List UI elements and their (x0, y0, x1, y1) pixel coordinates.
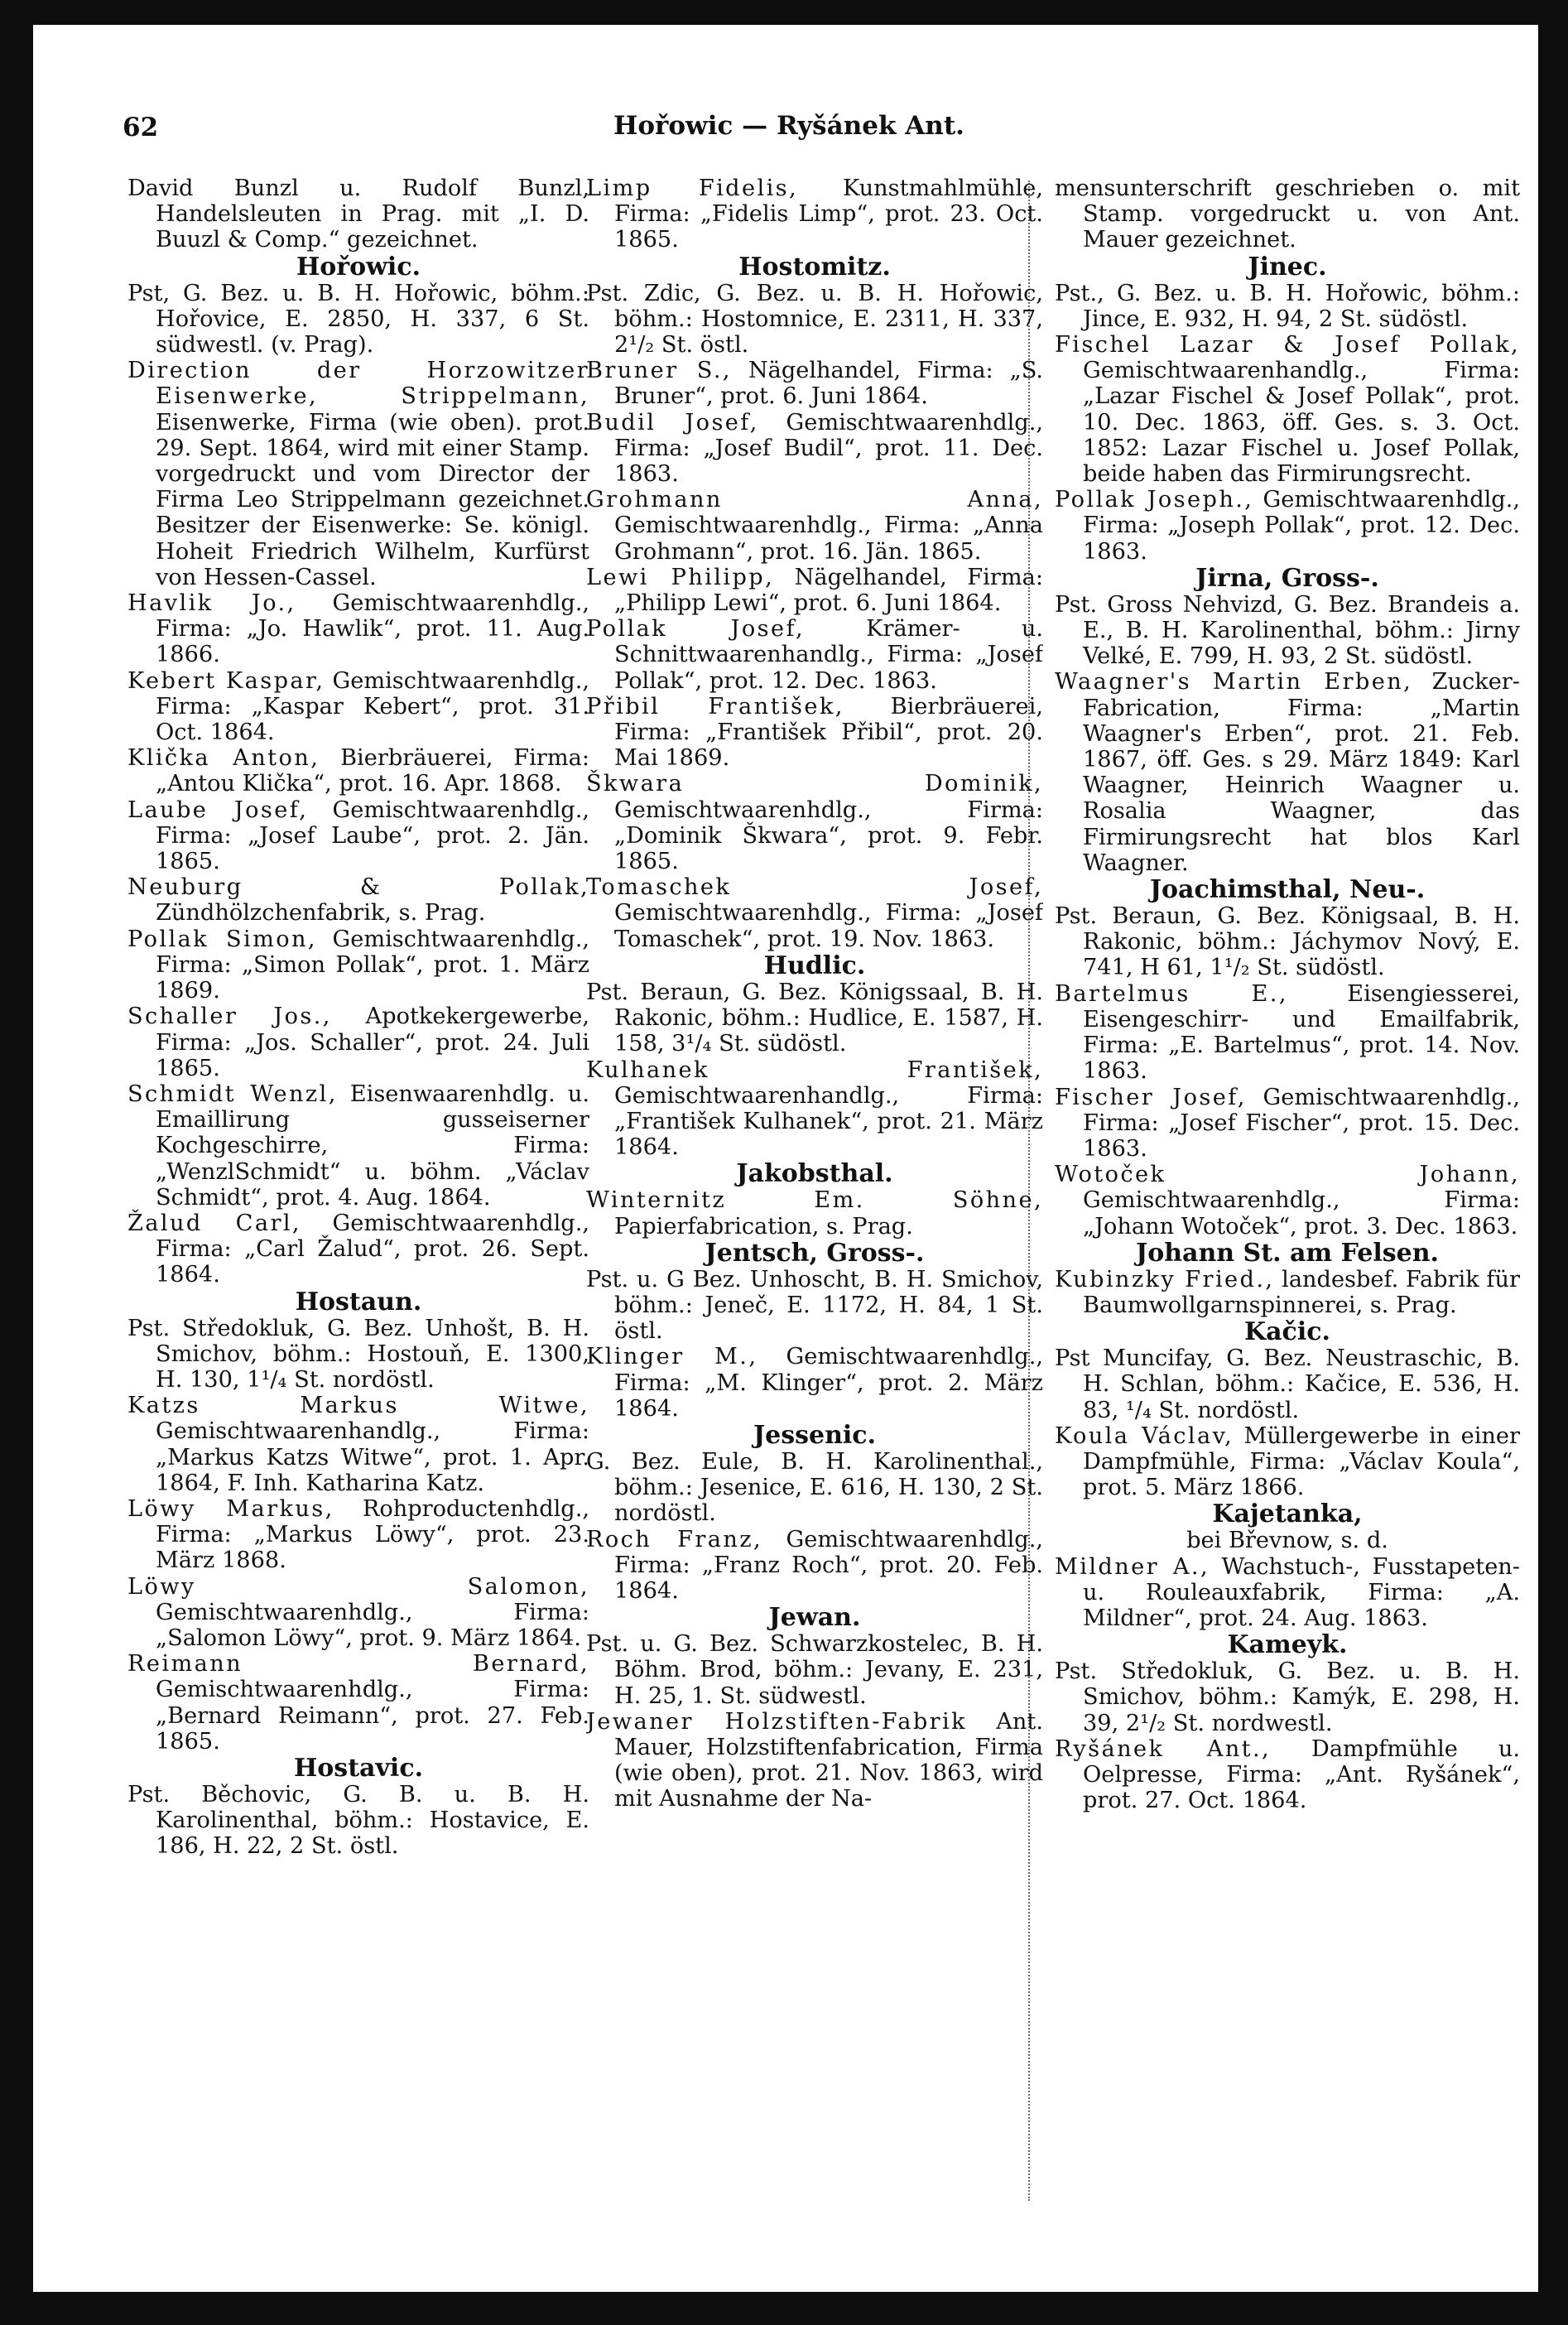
entry-text: David Bunzl u. Rudolf Bunzl, Handelsleuten in Prag. mit „I. D. Buuzl & Comp.“ gezeichnet. (127, 176, 589, 253)
directory-entry (127, 281, 589, 359)
directory-entry (1055, 281, 1520, 332)
entry-name: Klinger M., (586, 1344, 758, 1370)
directory-entry (586, 1057, 1043, 1161)
page-number: 62 (123, 113, 159, 142)
entry-text: Apotkekergewerbe, Firma: „Jos. Schaller“, prot. 24. Juli 1865. (156, 1004, 589, 1081)
entry-text: Gemischtwaarenhdlg., Firma: „M. Klinger“, prot. 2. März 1864. (614, 1344, 1043, 1422)
entry-text: Pst. u. G Bez. Unhoscht, B. H. Smichov, böhm.: Jeneč, E. 1172, H. 84, 1 St. östl. (586, 1266, 1043, 1345)
directory-entry (586, 1631, 1043, 1709)
entry-text: Bierbräuerei, Firma: „František Přibil“, prot. 20. Mai 1869. (614, 693, 1043, 772)
entry-text: Gemischtwaarenhdlg., Firma: „Joseph Pollak“, prot. 12. Dec. 1863. (1083, 487, 1520, 565)
directory-entry (127, 1496, 589, 1574)
directory-entry (1055, 592, 1520, 670)
entry-text: Eisenwaarenhdlg. u. Emaillirung gusseiserner Kochgeschirre, Firma: „WenzlSchmidt“ u. böhm. „Václav Schmidt“, prot. 4. Aug. 1864. (156, 1081, 589, 1211)
directory-entry (127, 1316, 589, 1394)
directory-entry (586, 616, 1043, 694)
entry-text: Zucker-Fabrication, Firma: „Martin Waagner's Erben“, prot. 21. Feb. 1867, öff. Ges. s 29. März 1849: Karl Waagner, Heinrich Waagner u. Rosalia Waagner, das Firmirungsrecht hat blos Karl Waagner. (1083, 669, 1520, 876)
directory-entry (1055, 1423, 1520, 1501)
entry-text: Gemischtwaarenhdlg., Firma: „Dominik Škwara“, prot. 9. Febr. 1865. (614, 797, 1043, 875)
entry-text: Gemischtwaarenhdlg., Firma: „Kaspar Kebert“, prot. 31. Oct. 1864. (156, 667, 589, 746)
entry-name: Limp Fidelis, (586, 176, 799, 201)
entry-text: Pst. Beraun, G. Bez. Königssaal, B. H. Rakonic, böhm.: Hudlice, E. 1587, H. 158, 3¹/₄ St. südöstl. (586, 979, 1043, 1057)
directory-entry (127, 874, 589, 926)
directory-entry (127, 1211, 589, 1288)
directory-entry (1055, 1658, 1520, 1736)
entry-text: Ant. Mauer, Holzstiftenfabrication, Firma (wie oben), prot. 21. Nov. 1863, wird mit Ausnahme der Na- (614, 1708, 1043, 1812)
entry-name: Jewaner Holzstiften-Fabrik (586, 1708, 967, 1735)
entry-name: Katzs Markus Witwe, (127, 1393, 589, 1419)
directory-entry (1055, 332, 1520, 487)
entry-text: Nägelhandel, Firma: „Philipp Lewi“, prot. 6. Juni 1864. (614, 564, 1043, 617)
entry-text: Gemischtwaarenhdlg., Firma: „Carl Žalud“, prot. 26. Sept. 1864. (156, 1210, 589, 1288)
place-heading: Hostomitz. (738, 252, 891, 282)
entry-name: Tomaschek Josef, (586, 874, 1043, 901)
place-heading: Joachimsthal, Neu-. (1149, 875, 1426, 905)
entry-text: Gemischtwaarenhdlg., Firma: „Franz Roch“, prot. 20. Feb. 1864. (614, 1526, 1043, 1604)
entry-text: Eisenwerke, Firma (wie oben). prot. 29. Sept. 1864, wird mit einer Stamp. vorgedruckt und vom Director der Firma Leo Strippelmann gezeichnet. Besitzer der Eisenwerke: Se. königl. Hoheit Friedrich Wilhelm, Kurfürst von Hessen-Cassel. (156, 409, 589, 590)
entry-name: Laube Josef, (127, 797, 309, 823)
entry-text: Gemischtwaarenhdlg., Firma: „Josef Budil“, prot. 11. Dec. 1863. (614, 409, 1043, 488)
entry-text: Pst, G. Bez. u. B. H. Hořowic, böhm.: Hořovice, E. 2850, H. 337, 6 St. südwestl. (v. Prag). (127, 280, 589, 359)
entry-text: Rohproductenhdlg., Firma: „Markus Löwy“, prot. 23. März 1868. (156, 1495, 589, 1574)
entry-name: Grohmann Anna, (586, 487, 1043, 513)
place-heading: Hostaun. (295, 1287, 422, 1317)
directory-entry (1055, 1085, 1520, 1162)
entry-name: Žalud Carl, (127, 1210, 301, 1236)
place-heading: Hostavic. (293, 1753, 424, 1783)
entry-name: Přibil František, (586, 693, 844, 720)
place-heading: Hudlic. (763, 951, 866, 980)
entry-name: Fischel Lazar & Josef Pollak, (1055, 332, 1520, 359)
directory-entry (127, 1081, 589, 1211)
place-heading: Hořowic. (296, 252, 421, 282)
directory-entry (586, 565, 1043, 616)
entry-text: Gemischtwaarenhdlg., Firma: „Bernard Reimann“, prot. 27. Feb. 1865. (156, 1677, 589, 1755)
entry-text: Gemischtwaarenhandlg., Firma: „Lazar Fischel & Josef Pollak“, prot. 10. Dec. 1863, öff. Ges. s. 3. Oct. 1852: Lazar Fischel u. Josef Pollak, beide haben das Firmirungsrecht. (1083, 358, 1520, 488)
entry-name: Pollak Josef, (586, 616, 806, 643)
entry-text: Pst Muncifay, G. Bez. Neustraschic, B. H. Schlan, böhm.: Kačice, E. 536, H. 83, ¹/₄ St. nordöstl. (1055, 1345, 1520, 1423)
entry-name: Schaller Jos., (127, 1004, 332, 1030)
entry-text: Gemischtwaarenhdlg., Firma: „Salomon Löwy“, prot. 9. März 1864. (156, 1599, 589, 1651)
entry-name: Ryšánek Ant., (1055, 1735, 1272, 1762)
directory-entry (586, 1449, 1043, 1527)
directory-entry (1055, 1267, 1520, 1318)
directory-entry (127, 668, 589, 746)
place-heading: Johann St. am Felsen. (1136, 1238, 1439, 1268)
entry-text: Gemischtwaarenhdlg., Firma: „Jo. Hawlik“, prot. 11. Aug. 1866. (156, 590, 589, 668)
place-heading: Jirna, Gross-. (1195, 563, 1379, 593)
directory-entry (586, 771, 1043, 874)
directory-entry (586, 487, 1043, 565)
place-heading: Jentsch, Gross-. (705, 1238, 925, 1268)
entry-text: Pst. Středokluk, G. Bez. Unhošt, B. H. Smichov, böhm.: Hostouň, E. 1300, H. 130, 1¹/₄ St. nordöstl. (127, 1315, 589, 1393)
entry-text: landesbef. Fabrik für Baumwollgarnspinnerei, s. Prag. (1083, 1266, 1520, 1318)
entry-name: Klička Anton, (127, 745, 320, 772)
entry-name: Direction der Horzowitzer Eisenwerke, Strippelmann, (127, 358, 589, 410)
directory-entry (127, 927, 589, 1004)
directory-entry (586, 176, 1043, 253)
running-head: Hořowic — Ryšánek Ant. (613, 111, 964, 141)
directory-entry (1055, 669, 1520, 876)
directory-entry (127, 797, 589, 875)
entry-text: Krämer- u. Schnittwaarenhandlg., Firma: „Josef Pollak“, prot. 12. Dec. 1863. (614, 616, 1043, 694)
entry-name: Fischer Josef, (1055, 1084, 1247, 1110)
entry-text: Pst. Středokluk, G. Bez. u. B. H. Smichov, böhm.: Kamýk, E. 298, H. 39, 2¹/₂ St. nordwestl. (1055, 1658, 1520, 1736)
directory-entry (1055, 903, 1520, 981)
entry-text: Kunstmahlmühle, Firma: „Fidelis Limp“, prot. 23. Oct. 1865. (614, 176, 1043, 253)
entry-name: Waagner's Martin Erben, (1055, 669, 1413, 696)
entry-name: Škwara Dominik, (586, 771, 1043, 797)
directory-entry (127, 590, 589, 668)
entry-name: Reimann Bernard, (127, 1651, 589, 1678)
directory-entry (127, 1651, 589, 1755)
entry-name: Havlik Jo., (127, 590, 296, 617)
entry-name: Bartelmus E., (1055, 980, 1288, 1007)
entry-text: Gemischtwaarenhdlg., Firma: „Johann Wotoček“, prot. 3. Dec. 1863. (1083, 1187, 1520, 1240)
place-heading: Jessenic. (753, 1420, 877, 1450)
place-heading: Kačic. (1244, 1317, 1330, 1347)
entry-name: Roch Franz, (586, 1526, 763, 1552)
entry-text: Gemischtwaarenhdlg., Firma: „Anna Grohmann“, prot. 16. Jän. 1865. (614, 513, 1043, 565)
entry-name: Kulhanek František, (586, 1057, 1043, 1083)
directory-entry (127, 1004, 589, 1081)
directory-entry (127, 358, 589, 590)
entry-name: Neuburg & Pollak, (127, 874, 589, 901)
entry-name: Bruner S., (586, 358, 732, 384)
place-heading: Jewan. (768, 1603, 861, 1633)
entry-text: Zündhölzchenfabrik, s. Prag. (156, 900, 486, 927)
directory-entry (586, 1709, 1043, 1812)
directory-entry (586, 281, 1043, 359)
entry-name: Kubinzky Fried., (1055, 1266, 1275, 1292)
entry-name: Schmidt Wenzl, (127, 1081, 338, 1107)
place-heading: Kajetanka, (1212, 1499, 1363, 1529)
entry-text: Müllergewerbe in einer Dampfmühle, Firma: „Václav Koula“, prot. 5. März 1866. (1083, 1422, 1520, 1501)
directory-entry (1055, 487, 1520, 565)
directory-entry (127, 1782, 589, 1860)
entry-text: Pst. Zdic, G. Bez. u. B. H. Hořowic, böhm.: Hostomnice, E. 2311, H. 337, 2¹/₂ St. östl. (586, 280, 1043, 359)
entry-text: Gemischtwaarenhandlg., Firma: „Markus Katzs Witwe“, prot. 1. Apr. 1864, F. Inh. Katharina Katz. (156, 1418, 589, 1496)
entry-text: Gemischtwaarenhdlg., Firma: „Josef Laube“, prot. 2. Jän. 1865. (156, 797, 589, 875)
entry-name: Budil Josef, (586, 409, 759, 436)
entry-text: Eisengiesserei, Eisengeschirr- und Emailfabrik, Firma: „E. Bartelmus“, prot. 14. Nov. 1863. (1083, 980, 1520, 1085)
directory-entry (1055, 176, 1520, 253)
entry-name: Lewi Philipp, (586, 564, 775, 590)
entry-name: Pollak Simon, (127, 926, 317, 952)
entry-name: Löwy Markus, (127, 1495, 334, 1522)
directory-entry (586, 358, 1043, 409)
text-column-2 (586, 176, 1043, 2262)
entry-text: Bierbräuerei, Firma: „Antou Klička“, prot. 16. Apr. 1868. (156, 745, 589, 797)
place-heading: Jakobsthal. (736, 1159, 893, 1189)
directory-entry (1055, 1162, 1520, 1240)
entry-name: Löwy Salomon, (127, 1573, 589, 1600)
directory-entry (586, 694, 1043, 772)
entry-text: Wachstuch-, Fusstapeten- u. Rouleauxfabrik, Firma: „A. Mildner“, prot. 24. Aug. 1863. (1083, 1553, 1520, 1631)
page-sheet (33, 25, 1538, 2292)
directory-entry (586, 1187, 1043, 1239)
entry-text: Pst., G. Bez. u. B. H. Hořowic, böhm.: Jince, E. 932, H. 94, 2 St. südöstl. (1055, 280, 1520, 332)
directory-entry (586, 410, 1043, 488)
directory-entry (1055, 1554, 1520, 1632)
entry-name: Kebert Kaspar, (127, 667, 325, 694)
entry-text: Gemischtwaarenhdlg., Firma: „Josef Fischer“, prot. 15. Dec. 1863. (1083, 1084, 1520, 1162)
directory-entry (127, 1393, 589, 1496)
place-heading: Kameyk. (1227, 1630, 1348, 1660)
entry-text: Gemischtwaarenhdlg., Firma: „Josef Tomaschek“, prot. 19. Nov. 1863. (614, 900, 1043, 952)
place-heading: Jinec. (1248, 252, 1327, 282)
directory-entry (1055, 1345, 1520, 1423)
directory-entry (586, 980, 1043, 1057)
entry-text: Gemischtwaarenhandlg., Firma: „František Kulhanek“, prot. 21. März 1864. (614, 1082, 1043, 1161)
directory-entry (586, 1344, 1043, 1422)
directory-entry (1055, 981, 1520, 1085)
entry-text: Nägelhandel, Firma: „S. Bruner“, prot. 6. Juni 1864. (614, 358, 1043, 410)
directory-entry (1055, 1736, 1520, 1814)
directory-entry (127, 176, 589, 253)
directory-entry (127, 1574, 589, 1652)
entry-name: Wotoček Johann, (1055, 1162, 1520, 1188)
directory-entry (127, 745, 589, 797)
entry-name: Mildner A., (1055, 1553, 1210, 1580)
entry-text: mensunterschrift geschrieben o. mit Stamp. vorgedruckt u. von Ant. Mauer gezeichnet. (1055, 176, 1520, 253)
entry-text: Pst. Beraun, G. Bez. Königsaal, B. H. Rakonic, böhm.: Jáchymov Nový, E. 741, H 61, 1¹/₂ St. südöstl. (1055, 903, 1520, 981)
entry-text: Gemischtwaarenhdlg., Firma: „Simon Pollak“, prot. 1. März 1869. (156, 926, 589, 1004)
entry-text: Dampfmühle u. Oelpresse, Firma: „Ant. Ryšánek“, prot. 27. Oct. 1864. (1083, 1735, 1520, 1814)
text-column-3 (1055, 176, 1520, 2262)
entry-text: Papierfabrication, s. Prag. (614, 1213, 913, 1240)
directory-entry (586, 1267, 1043, 1345)
entry-text: Pst. Gross Nehvizd, G. Bez. Brandeis a. E., B. H. Karolinenthal, böhm.: Jirny Velké, E. 799, H. 93, 2 St. südöstl. (1055, 591, 1520, 670)
directory-entry (586, 874, 1043, 952)
entry-name: Pollak Joseph., (1055, 487, 1254, 513)
place-note: bei Břevnow, s. d. (1186, 1528, 1388, 1554)
entry-text: Pst. Běchovic, G. B. u. B. H. Karolinenthal, böhm.: Hostavice, E. 186, H. 22, 2 St. östl. (127, 1781, 589, 1860)
entry-name: Koula Václav, (1055, 1422, 1234, 1449)
text-column-1 (127, 176, 589, 2262)
entry-name: Winternitz Em. Söhne, (586, 1187, 1043, 1214)
directory-entry (586, 1527, 1043, 1605)
entry-text: Pst. u. G. Bez. Schwarzkostelec, B. H. Böhm. Brod, böhm.: Jevany, E. 231, H. 25, 1. St. südwestl. (586, 1631, 1043, 1709)
entry-text: G. Bez. Eule, B. H. Karolinenthal., böhm.: Jesenice, E. 616, H. 130, 2 St. nordöstl. (586, 1448, 1043, 1527)
